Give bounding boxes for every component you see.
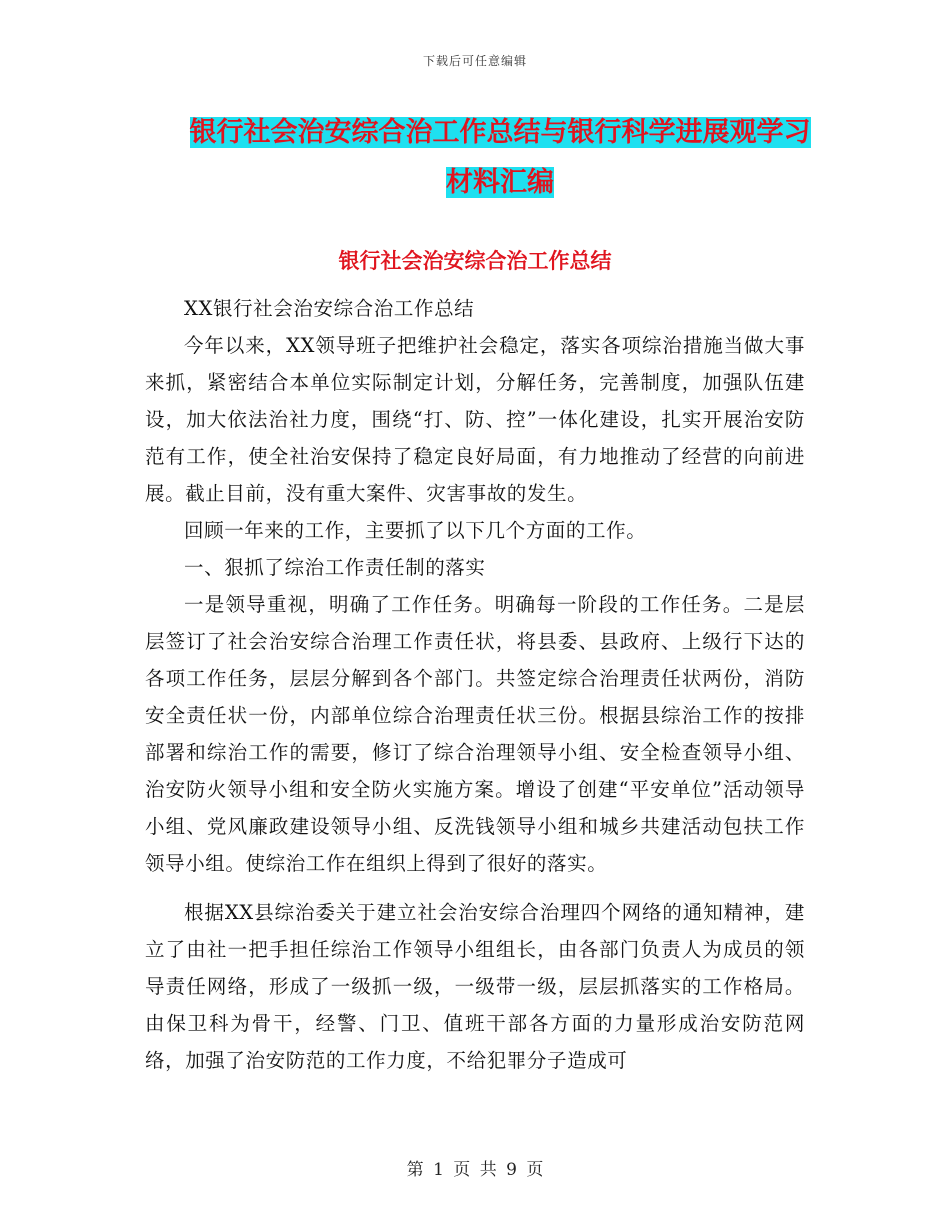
- paragraph: 回顾一年来的工作，主要抓了以下几个方面的工作。: [184, 519, 647, 542]
- paragraph: 根据XX县综治委关于建立社会治安综合治理四个网络的通知精神，建立了由社一把手担任综治工作领导小组组长，由各部门负责人为成员的领导责任网络，形成了一级抓一级，一级带一级，层层抓落实的工作格局。由保卫科为骨干，经警、门卫、值班干部各方面的力量形成治安防范网络，加强了治安防范的工作力度，不给犯罪分子造成可: [145, 901, 805, 1072]
- page-number: 第 1 页 共 9 页: [406, 1160, 544, 1180]
- paragraph-heading: 一、狠抓了综治工作责任制的落实: [184, 556, 486, 579]
- page-header-note: 下载后可任意编辑: [422, 54, 527, 68]
- section-heading: 银行社会治安综合治工作总结: [338, 249, 612, 273]
- document-title-line1: 银行社会治安综合治工作总结与银行科学进展观学习: [189, 117, 811, 148]
- paragraph: 一是领导重视，明确了工作任务。明确每一阶段的工作任务。二是层层签订了社会治安综合治理工作责任状，将县委、县政府、上级行下达的各项工作任务，层层分解到各个部门。共签定综合治理责任状两份，消防安全责任状一份，内部单位综合治理责任状三份。根据县综治工作的按排部署和综治工作的需要，修订了综合治理领导小组、安全检查领导小组、治安防火领导小组和安全防火实施方案。增设了创建“平安单位”活动领导小组、党风廉政建设领导小组、反洗钱领导小组和城乡共建活动包扶工作领导小组。使综治工作在组织上得到了很好的落实。: [145, 593, 805, 875]
- document-title: [140, 108, 860, 208]
- document-title-line2: 材料汇编: [446, 167, 554, 198]
- paragraph-subtitle: XX银行社会治安综合治工作总结: [184, 297, 475, 320]
- paragraph: 今年以来，XX领导班子把维护社会稳定，落实各项综治措施当做大事来抓，紧密结合本单位实际制定计划，分解任务，完善制度，加强队伍建设，加大依法治社力度，围绕“打、防、控”一体化建设，扎实开展治安防范有工作，使全社治安保持了稳定良好局面，有力地推动了经营的向前进展。截止目前，没有重大案件、灾害事故的发生。: [145, 334, 805, 505]
- document-body: [145, 290, 805, 1079]
